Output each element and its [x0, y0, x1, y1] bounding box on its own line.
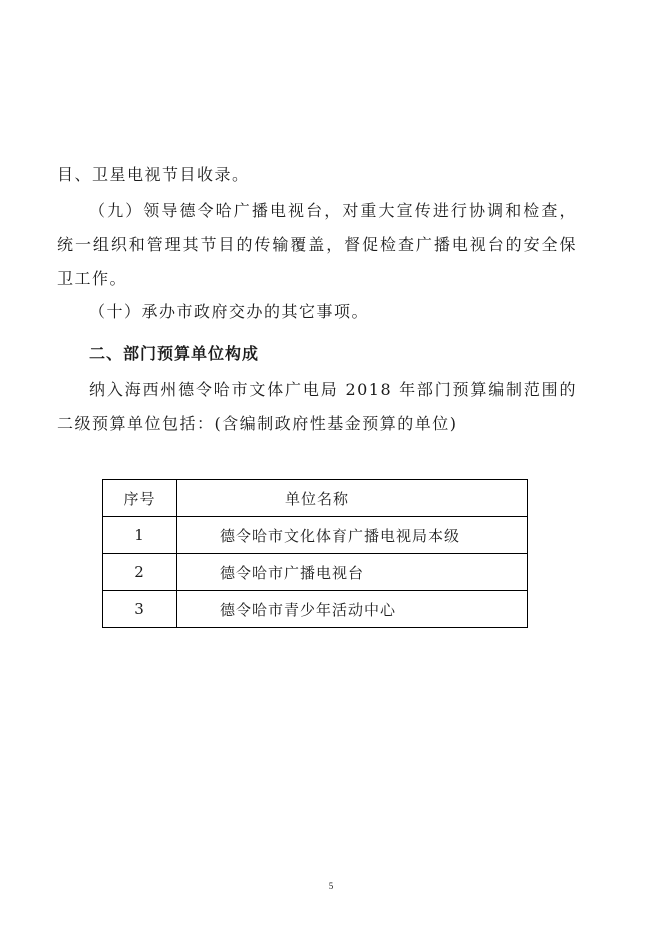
paragraph-item-9: （九）领导德令哈广播电视台，对重大宣传进行协调和检查，统一组织和管理其节目的传输覆盖，督促检查广播电视台的安全保卫工作。: [57, 201, 577, 288]
table-cell-name: 德令哈市广播电视台: [177, 554, 528, 591]
table-header-seq: 序号: [103, 480, 177, 517]
table-row: [103, 554, 528, 591]
paragraph-continuation: 目、卫星电视节目收录。: [57, 165, 250, 184]
section-heading: 二、部门预算单位构成: [89, 344, 260, 363]
table-row: [103, 591, 528, 628]
table-row: [103, 517, 528, 554]
page-number: 5: [328, 881, 334, 891]
table-cell-name: 德令哈市青少年活动中心: [177, 591, 528, 628]
table-cell-seq: 1: [103, 517, 177, 554]
table-cell-seq: 3: [103, 591, 177, 628]
budget-units-table: [102, 479, 528, 628]
paragraph-budget-units: 纳入海西州德令哈市文体广电局 2018 年部门预算编制范围的二级预算单位包括：(含编制政府性基金预算的单位): [57, 380, 577, 433]
table-header-name: 单位名称: [177, 480, 528, 517]
table-cell-seq: 2: [103, 554, 177, 591]
table-cell-name: 德令哈市文化体育广播电视局本级: [177, 517, 528, 554]
table-header-row: [103, 480, 528, 517]
paragraph-item-10: （十）承办市政府交办的其它事项。: [89, 302, 370, 321]
